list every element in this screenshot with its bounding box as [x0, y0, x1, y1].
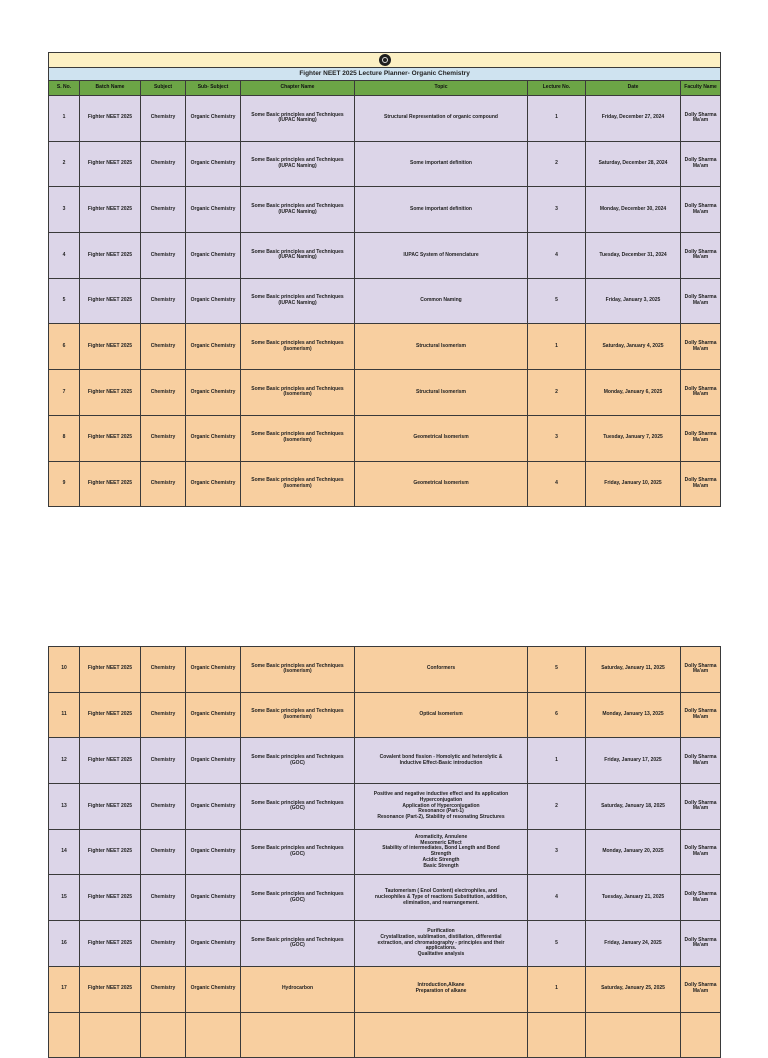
batch-cell	[80, 1012, 141, 1058]
topic-cell-line: Optical Isomerism	[419, 711, 463, 718]
lecture-cell: 1	[528, 966, 586, 1012]
topic-cell-line: Tautomerism ( Enol Content) electrophiles, and	[384, 888, 498, 895]
col-header-faculty: Faculty Name	[681, 81, 721, 96]
sub-subject-cell: Organic Chemistry	[186, 966, 241, 1012]
chapter-cell-line: Some Basic principles and Techniques	[251, 340, 344, 347]
batch-cell: Fighter NEET 2025	[80, 784, 141, 830]
table-row	[49, 647, 721, 693]
faculty-cell: Dolly Sharma Ma'am	[681, 921, 721, 967]
sno-cell: 16	[49, 921, 80, 967]
lecture-cell: 2	[528, 784, 586, 830]
chapter-cell-line: Some Basic principles and Techniques	[251, 202, 344, 209]
table-row	[49, 96, 721, 142]
topic-cell-line: Resonance (Part-2), Stability of resonating Structures	[377, 814, 505, 821]
chapter-cell-line: (GOC)	[290, 851, 305, 858]
batch-cell: Fighter NEET 2025	[80, 415, 141, 461]
topic-cell-line: Common Naming	[420, 297, 462, 304]
col-header-date: Date	[586, 81, 681, 96]
title-row	[49, 68, 721, 81]
topic-cell	[355, 233, 528, 279]
subject-cell: Chemistry	[141, 370, 186, 416]
chapter-cell-line: Some Basic principles and Techniques	[251, 799, 344, 806]
faculty-cell: Dolly Sharma Ma'am	[681, 96, 721, 142]
subject-cell: Chemistry	[141, 461, 186, 507]
topic-cell-line: extraction, and chromatography - principles and their	[377, 939, 505, 946]
topic-cell-line: IUPAC System of Nomenclature	[403, 251, 479, 258]
faculty-cell: Dolly Sharma Ma'am	[681, 324, 721, 370]
table-row	[49, 829, 721, 875]
batch-cell: Fighter NEET 2025	[80, 875, 141, 921]
chapter-cell	[241, 461, 355, 507]
topic-cell-line: nucleophiles & Type of reactions Substitution, addition,	[374, 893, 508, 900]
topic-cell-line: Structural Isomerism	[415, 388, 467, 395]
table-row	[49, 921, 721, 967]
faculty-cell: Dolly Sharma Ma'am	[681, 233, 721, 279]
topic-cell-line: Basic Strength	[423, 862, 459, 869]
faculty-cell: Dolly Sharma Ma'am	[681, 784, 721, 830]
subject-cell: Chemistry	[141, 875, 186, 921]
topic-cell	[355, 461, 528, 507]
lecture-cell: 5	[528, 647, 586, 693]
sub-subject-cell: Organic Chemistry	[186, 233, 241, 279]
table-row	[49, 738, 721, 784]
chapter-cell-line: (Isomerism)	[283, 668, 312, 675]
topic-cell	[355, 738, 528, 784]
sno-cell: 1	[49, 96, 80, 142]
chapter-cell	[241, 278, 355, 324]
subject-cell: Chemistry	[141, 829, 186, 875]
date-cell: Friday, January 3, 2025	[586, 278, 681, 324]
date-cell: Tuesday, December 31, 2024	[586, 233, 681, 279]
sno-cell: 3	[49, 187, 80, 233]
date-cell: Tuesday, January 7, 2025	[586, 415, 681, 461]
faculty-cell: Dolly Sharma Ma'am	[681, 966, 721, 1012]
table-row	[49, 1012, 721, 1058]
date-cell: Monday, December 30, 2024	[586, 187, 681, 233]
chapter-cell-line: (IUPAC Naming)	[278, 300, 317, 307]
topic-cell-line: Mesomeric Effect	[420, 839, 462, 846]
chapter-cell-line: Some Basic principles and Techniques	[251, 845, 344, 852]
date-cell: Monday, January 20, 2025	[586, 829, 681, 875]
date-cell: Saturday, January 11, 2025	[586, 647, 681, 693]
lecture-cell: 1	[528, 96, 586, 142]
topic-cell	[355, 324, 528, 370]
batch-cell: Fighter NEET 2025	[80, 96, 141, 142]
lecture-cell: 1	[528, 738, 586, 784]
chapter-cell-line: (IUPAC Naming)	[278, 208, 317, 215]
topic-cell-line: Resonance (Part-1)	[418, 808, 464, 815]
sub-subject-cell: Organic Chemistry	[186, 187, 241, 233]
topic-cell-line: Inductive Effect-Basic introduction	[399, 759, 483, 766]
subject-cell: Chemistry	[141, 278, 186, 324]
topic-cell	[355, 1012, 528, 1058]
batch-cell: Fighter NEET 2025	[80, 966, 141, 1012]
subject-cell: Chemistry	[141, 784, 186, 830]
topic-cell-line: Positive and negative inductive effect and its application	[373, 791, 509, 798]
topic-cell-line: applications.	[425, 945, 457, 952]
sno-cell: 12	[49, 738, 80, 784]
lecture-cell: 6	[528, 692, 586, 738]
col-header-topic: Topic	[355, 81, 528, 96]
topic-cell	[355, 141, 528, 187]
table-row	[49, 233, 721, 279]
faculty-cell: Dolly Sharma Ma'am	[681, 461, 721, 507]
topic-cell	[355, 647, 528, 693]
sub-subject-cell: Organic Chemistry	[186, 784, 241, 830]
chapter-cell-line: (GOC)	[290, 896, 305, 903]
topic-cell	[355, 370, 528, 416]
date-cell	[586, 1012, 681, 1058]
faculty-cell: Dolly Sharma Ma'am	[681, 829, 721, 875]
sno-cell: 15	[49, 875, 80, 921]
chapter-cell-line: (Isomerism)	[283, 345, 312, 352]
batch-cell: Fighter NEET 2025	[80, 324, 141, 370]
topic-cell-line: Some important definition	[410, 160, 472, 167]
date-cell: Saturday, January 18, 2025	[586, 784, 681, 830]
chapter-cell	[241, 324, 355, 370]
topic-cell-line: Qualitative analysis	[417, 951, 465, 958]
date-cell: Friday, December 27, 2024	[586, 96, 681, 142]
table-row	[49, 278, 721, 324]
chapter-cell-line: (GOC)	[290, 942, 305, 949]
subject-cell: Chemistry	[141, 647, 186, 693]
date-cell: Tuesday, January 21, 2025	[586, 875, 681, 921]
date-cell: Friday, January 17, 2025	[586, 738, 681, 784]
chapter-cell-line: Some Basic principles and Techniques	[251, 662, 344, 669]
table-row	[49, 141, 721, 187]
chapter-cell	[241, 784, 355, 830]
faculty-cell: Dolly Sharma Ma'am	[681, 875, 721, 921]
sno-cell: 8	[49, 415, 80, 461]
sno-cell: 9	[49, 461, 80, 507]
chapter-cell-line: (Isomerism)	[283, 482, 312, 489]
date-cell: Friday, January 24, 2025	[586, 921, 681, 967]
topic-cell	[355, 278, 528, 324]
table-row	[49, 692, 721, 738]
chapter-cell-line: (GOC)	[290, 805, 305, 812]
subject-cell	[141, 1012, 186, 1058]
batch-cell: Fighter NEET 2025	[80, 921, 141, 967]
sno-cell: 14	[49, 829, 80, 875]
table-row	[49, 187, 721, 233]
faculty-cell: Dolly Sharma Ma'am	[681, 692, 721, 738]
batch-cell: Fighter NEET 2025	[80, 141, 141, 187]
topic-cell	[355, 875, 528, 921]
col-header-sno: S. No.	[49, 81, 80, 96]
lecture-cell: 3	[528, 187, 586, 233]
col-header-batch: Batch Name	[80, 81, 141, 96]
topic-cell-line: Application of Hyperconjugation	[402, 802, 480, 809]
sub-subject-cell: Organic Chemistry	[186, 278, 241, 324]
col-header-sub-subject: Sub- Subject	[186, 81, 241, 96]
topic-cell-line: Introduction,Alkane	[417, 982, 465, 989]
faculty-cell: Dolly Sharma Ma'am	[681, 187, 721, 233]
sub-subject-cell: Organic Chemistry	[186, 141, 241, 187]
chapter-cell	[241, 370, 355, 416]
table-row	[49, 370, 721, 416]
subject-cell: Chemistry	[141, 141, 186, 187]
table-row	[49, 875, 721, 921]
lecture-cell: 3	[528, 829, 586, 875]
chapter-cell	[241, 187, 355, 233]
chapter-cell	[241, 829, 355, 875]
sno-cell: 10	[49, 647, 80, 693]
batch-cell: Fighter NEET 2025	[80, 187, 141, 233]
lecture-cell: 2	[528, 141, 586, 187]
chapter-cell-line: Some Basic principles and Techniques	[251, 294, 344, 301]
faculty-cell: Dolly Sharma Ma'am	[681, 738, 721, 784]
chapter-cell	[241, 233, 355, 279]
topic-cell-line: Hyperconjugation	[419, 796, 463, 803]
date-cell: Friday, January 10, 2025	[586, 461, 681, 507]
chapter-cell-line: Some Basic principles and Techniques	[251, 477, 344, 484]
chapter-cell-line: Some Basic principles and Techniques	[251, 385, 344, 392]
lecture-cell: 4	[528, 875, 586, 921]
chapter-cell-line: Some Basic principles and Techniques	[251, 753, 344, 760]
topic-cell-line: Purification	[427, 928, 455, 935]
chapter-cell	[241, 647, 355, 693]
planner-title: Fighter NEET 2025 Lecture Planner- Organic Chemistry	[49, 68, 721, 81]
table-row	[49, 784, 721, 830]
sno-cell	[49, 1012, 80, 1058]
sub-subject-cell: Organic Chemistry	[186, 692, 241, 738]
lecture-cell: 3	[528, 415, 586, 461]
topic-cell-line: elimination, and rearrangement.	[403, 899, 479, 906]
batch-cell: Fighter NEET 2025	[80, 647, 141, 693]
sub-subject-cell: Organic Chemistry	[186, 461, 241, 507]
topic-cell-line: Some important definition	[410, 205, 472, 212]
chapter-cell-line: Some Basic principles and Techniques	[251, 157, 344, 164]
topic-cell-line: Structural Isomerism	[415, 342, 467, 349]
faculty-cell: Dolly Sharma Ma'am	[681, 415, 721, 461]
sub-subject-cell: Organic Chemistry	[186, 647, 241, 693]
header-row	[49, 81, 721, 96]
sub-subject-cell: Organic Chemistry	[186, 921, 241, 967]
faculty-cell	[681, 1012, 721, 1058]
lecture-cell: 5	[528, 278, 586, 324]
sub-subject-cell: Organic Chemistry	[186, 875, 241, 921]
date-cell: Monday, January 13, 2025	[586, 692, 681, 738]
chapter-cell	[241, 692, 355, 738]
table-row	[49, 324, 721, 370]
lecture-planner-table-page-2	[48, 646, 721, 1058]
date-cell: Saturday, January 25, 2025	[586, 966, 681, 1012]
subject-cell: Chemistry	[141, 96, 186, 142]
batch-cell: Fighter NEET 2025	[80, 278, 141, 324]
topic-cell-line: Geometrical Isomerism	[413, 434, 469, 441]
lecture-cell: 2	[528, 370, 586, 416]
topic-cell	[355, 784, 528, 830]
sno-cell: 17	[49, 966, 80, 1012]
faculty-cell: Dolly Sharma Ma'am	[681, 141, 721, 187]
topic-cell-line: Crystallization, sublimation, distillation, differential	[380, 933, 502, 940]
table-row	[49, 461, 721, 507]
col-header-subject: Subject	[141, 81, 186, 96]
chapter-cell-line: Some Basic principles and Techniques	[251, 708, 344, 715]
topic-cell	[355, 829, 528, 875]
topic-cell	[355, 921, 528, 967]
sno-cell: 6	[49, 324, 80, 370]
chapter-cell	[241, 921, 355, 967]
chapter-cell-line: (IUPAC Naming)	[278, 163, 317, 170]
topic-cell-line: Structural Representation of organic compound	[384, 114, 498, 121]
sno-cell: 13	[49, 784, 80, 830]
col-header-chapter: Chapter Name	[241, 81, 355, 96]
chapter-cell	[241, 96, 355, 142]
lecture-cell: 4	[528, 461, 586, 507]
batch-cell: Fighter NEET 2025	[80, 692, 141, 738]
topic-cell	[355, 96, 528, 142]
lecture-cell: 5	[528, 921, 586, 967]
sno-cell: 11	[49, 692, 80, 738]
sub-subject-cell: Organic Chemistry	[186, 370, 241, 416]
logo-row	[49, 53, 721, 68]
lecture-cell	[528, 1012, 586, 1058]
sub-subject-cell: Organic Chemistry	[186, 324, 241, 370]
subject-cell: Chemistry	[141, 966, 186, 1012]
topic-cell	[355, 692, 528, 738]
topic-cell	[355, 966, 528, 1012]
date-cell: Saturday, December 28, 2024	[586, 141, 681, 187]
sub-subject-cell: Organic Chemistry	[186, 415, 241, 461]
subject-cell: Chemistry	[141, 738, 186, 784]
table-row	[49, 966, 721, 1012]
sub-subject-cell: Organic Chemistry	[186, 738, 241, 784]
sub-subject-cell	[186, 1012, 241, 1058]
sub-subject-cell: Organic Chemistry	[186, 829, 241, 875]
subject-cell: Chemistry	[141, 233, 186, 279]
chapter-cell-line: (Isomerism)	[283, 391, 312, 398]
sno-cell: 5	[49, 278, 80, 324]
chapter-cell-line: Some Basic principles and Techniques	[251, 111, 344, 118]
chapter-cell-line: Some Basic principles and Techniques	[251, 248, 344, 255]
chapter-cell	[241, 875, 355, 921]
topic-cell-line: Geometrical Isomerism	[413, 479, 469, 486]
topic-cell-line: Stability of intermediates, Bond Length and Bond	[382, 845, 500, 852]
chapter-cell-line: (Isomerism)	[283, 437, 312, 444]
chapter-cell-line: Some Basic principles and Techniques	[251, 891, 344, 898]
subject-cell: Chemistry	[141, 187, 186, 233]
chapter-cell-line: (Isomerism)	[283, 714, 312, 721]
brand-logo-icon	[379, 54, 391, 66]
topic-cell-line: Strength	[430, 851, 452, 858]
sno-cell: 2	[49, 141, 80, 187]
topic-cell-line: Conformers	[426, 665, 456, 672]
faculty-cell: Dolly Sharma Ma'am	[681, 278, 721, 324]
subject-cell: Chemistry	[141, 415, 186, 461]
chapter-cell-line: (IUPAC Naming)	[278, 117, 317, 124]
chapter-cell	[241, 1012, 355, 1058]
batch-cell: Fighter NEET 2025	[80, 738, 141, 784]
date-cell: Saturday, January 4, 2025	[586, 324, 681, 370]
topic-cell	[355, 415, 528, 461]
chapter-cell-line: Some Basic principles and Techniques	[251, 936, 344, 943]
batch-cell: Fighter NEET 2025	[80, 233, 141, 279]
chapter-cell	[241, 966, 355, 1012]
faculty-cell: Dolly Sharma Ma'am	[681, 647, 721, 693]
topic-cell-line: Preparation of alkane	[415, 988, 467, 995]
batch-cell: Fighter NEET 2025	[80, 461, 141, 507]
chapter-cell-line: (GOC)	[290, 759, 305, 766]
chapter-cell	[241, 141, 355, 187]
chapter-cell-line: (IUPAC Naming)	[278, 254, 317, 261]
table-row	[49, 415, 721, 461]
subject-cell: Chemistry	[141, 692, 186, 738]
sub-subject-cell: Organic Chemistry	[186, 96, 241, 142]
lecture-cell: 4	[528, 233, 586, 279]
chapter-cell	[241, 415, 355, 461]
chapter-cell	[241, 738, 355, 784]
sno-cell: 7	[49, 370, 80, 416]
subject-cell: Chemistry	[141, 921, 186, 967]
date-cell: Monday, January 6, 2025	[586, 370, 681, 416]
sno-cell: 4	[49, 233, 80, 279]
batch-cell: Fighter NEET 2025	[80, 829, 141, 875]
topic-cell-line: Aromaticity, Annulene	[414, 833, 468, 840]
subject-cell: Chemistry	[141, 324, 186, 370]
topic-cell	[355, 187, 528, 233]
faculty-cell: Dolly Sharma Ma'am	[681, 370, 721, 416]
topic-cell-line: Covalent bond fission - Homolytic and heterolytic &	[379, 753, 503, 760]
lecture-planner-table-page-1	[48, 52, 721, 507]
batch-cell: Fighter NEET 2025	[80, 370, 141, 416]
topic-cell-line: Acidic Strength	[422, 856, 460, 863]
col-header-lecture: Lecture No.	[528, 81, 586, 96]
lecture-cell: 1	[528, 324, 586, 370]
chapter-cell-line: Some Basic principles and Techniques	[251, 431, 344, 438]
chapter-cell-line: Hydrocarbon	[281, 985, 314, 992]
